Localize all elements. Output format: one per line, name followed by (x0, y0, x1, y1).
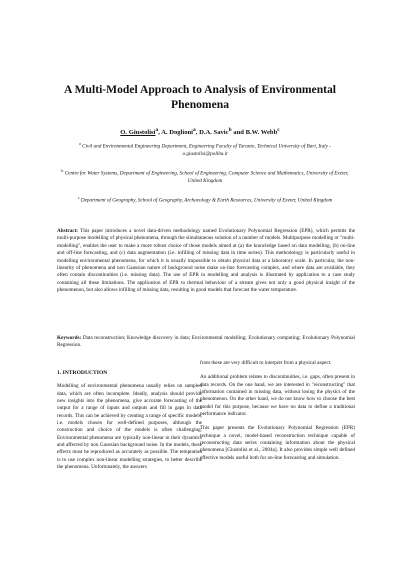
paper-title: A Multi-Model Approach to Analysis of Environmental Phenomena (63, 83, 337, 111)
author-affil-mark: b (228, 127, 232, 133)
abstract (57, 228, 355, 295)
author-separator: and (231, 129, 246, 137)
keywords-text: Data reconstruction; Knowledge discovery in data; Environmental modelling; Evolutionary computing; Evolutionary Polynomial Regression. (57, 335, 355, 349)
section-heading: 1. INTRODUCTION (57, 370, 108, 376)
affiliation-mark: a (79, 141, 81, 146)
author-name: D.A. Savic (199, 129, 229, 137)
affiliation-text: Department of Geography, School of Geography, Archaeology & Earth Resources, University of Exeter, United Kingdom (80, 197, 333, 204)
affiliation-mark: c (77, 195, 80, 200)
author-name: B.W. Webb (245, 129, 278, 137)
body-paragraph: from these are very difficult to interpret from a physical aspect. (200, 360, 332, 366)
abstract-label: Abstract: (57, 228, 79, 234)
author-name: A. Doglioni (161, 129, 194, 137)
right-column (200, 360, 355, 469)
author-list (40, 127, 360, 136)
author-affil-mark: a (193, 127, 196, 133)
affiliation (60, 167, 350, 185)
left-column (57, 360, 202, 478)
author-separator: , (195, 129, 200, 137)
affiliation-text: Civil and Environmental Engineering Department, Engineering Faculty of Taranto, Technical University of Bari, Italy - o.giustolisi@poliba.it (82, 143, 331, 157)
affiliation-mark: b (61, 168, 64, 173)
body-paragraph: This paper presents the Evolutionary Polynomial Regression (EPR) technique a novel, model-based reconstruction technique capable of reconstructing data series containing information about the physical phenomena [Giustolisi et al., 2004a]. It also provides simple well defined effective models useful both for on-line forecasting and simulation. (200, 425, 355, 461)
body-paragraph: An additional problem relates to discontinuities, i.e. gaps, often present in data records. On the one hand, we are interested in "reconstructing" that information contained in missing data, without losing the physics of the phenomenon. On the other hand, we do not know how to choose the best model for this purpose, because we have no data to define a traditional performance indicator. (200, 374, 355, 418)
affiliation (60, 194, 350, 205)
author-affil-mark: a (155, 127, 159, 133)
author-affil-mark: c (277, 127, 280, 133)
keywords (57, 335, 355, 350)
author-separator: , (158, 129, 162, 137)
author-name: O. Giustolisi (120, 129, 156, 137)
body-paragraph: Modelling of environmental phenomena usually relies on sampled data, which are often incomplete. Ideally, analysis should provide new insights into the phenomena, give accurate forecasting of the output for a range of inputs and outputs and fill in gaps in data records. This can be achieved by creating a range of specific models, i.e. models chosen for well-defined purposes, although the construction and choice of the models is often challenging. Environmental phenomena are typically non-linear in their dynamics and affected by non Gaussian background noise. In the models, these effects must be reproduced as accurately as possible. The temptation is to use complex non-linear modelling strategies, to better describe the phenomena. Unfortunately, the answers (57, 383, 202, 471)
affiliation-text: Centre for Water Systems, Department of Engineering, School of Engineering, Computer Science and Mathematics, University of Exeter, United Kingdom (64, 170, 349, 184)
affiliation (60, 140, 350, 158)
abstract-text: This paper introduces a novel data-driven methodology named Evolutionary Polynomial Regression (EPR), which permits the multi-purpose modelling of physical phenomena, through the simultaneous solution of a number of models. Multipurpose modelling or "multi-modelling", enables the user to make a more robust choice of those models aimed at (a) the knowledge based on data modelling, (b) on-line and off-line forecasting, and (c) data augmentation (i.e. infilling of missing data in time series). This methodology is particularly useful in modelling environmental phenomena, for which it is usually impossible to obtain physical data at a laboratory scale. In particular, the non-linearity of phenomena and non Gaussian nature of background noise make on-line forecasting complex, and where data are available, they often contain discontinuities (i.e. missing data). The use of EPR in modelling and analysis is illustrated by application to a case study containing all these limitations. The application of EPR to thermal behaviour of a stream gives not only a good physical insight of the phenomenon, but also allows infilling of missing data, resulting in good models that forecast the water temperature. (57, 228, 355, 294)
keywords-label: Keywords: (57, 335, 82, 341)
